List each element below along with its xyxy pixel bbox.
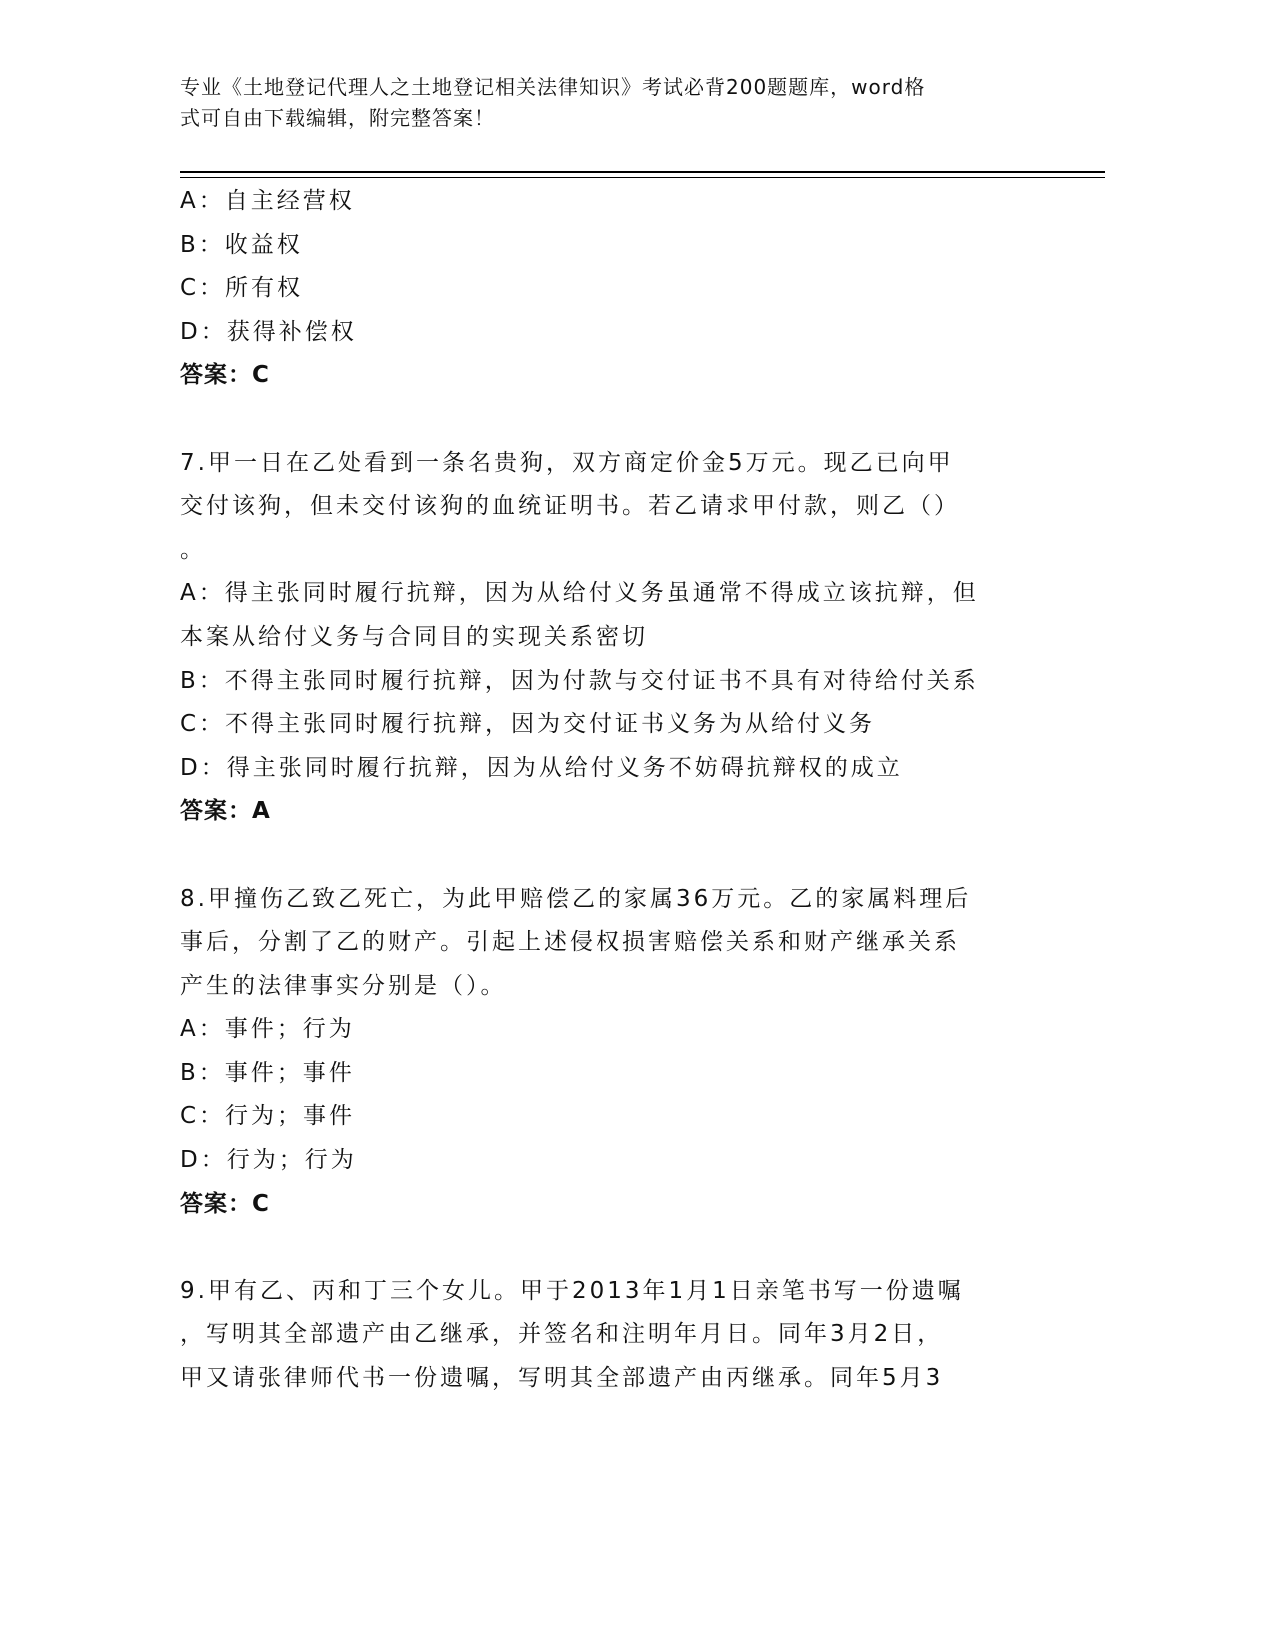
question-stem: 产生的法律事实分别是（）。 [180,972,507,999]
option-a: A：事件；行为 [180,1016,355,1043]
option-a: A：得主张同时履行抗辩，因为从给付义务虽通常不得成立该抗辩，但 [180,580,979,607]
question-9 [180,1270,1060,1401]
option-d: D：行为；行为 [180,1147,357,1174]
answer: 答案：C [180,362,270,389]
header-line-2: 式可自由下载编辑，附完整答案！ [180,106,495,130]
document-body [180,180,1060,1401]
option-b: B：收益权 [180,231,303,258]
question-stem: 7.甲一日在乙处看到一条名贵狗，双方商定价金5万元。现乙已向甲 [180,449,954,476]
option-a: A：自主经营权 [180,188,355,214]
answer: 答案：C [180,1190,270,1217]
header-divider-thick [180,171,1105,173]
document-header [180,72,1040,134]
question-8 [180,878,1060,1227]
question-stem: 9.甲有乙、丙和丁三个女儿。甲于2013年1月1日亲笔书写一份遗嘱 [180,1277,964,1304]
option-d: D：得主张同时履行抗辩，因为从给付义务不妨碍抗辩权的成立 [180,754,903,781]
option-c: C：行为；事件 [180,1103,356,1130]
question-stem: ，写明其全部遗产由乙继承，并签名和注明年月日。同年3月2日， [180,1321,944,1348]
answer: 答案：A [180,798,271,825]
question-6 [180,180,1060,398]
header-line-1: 专业《土地登记代理人之土地登记相关法律知识》考试必背200题题库，word格 [180,75,926,99]
question-7 [180,442,1060,834]
question-stem: 。 [180,536,206,563]
option-c: C：不得主张同时履行抗辩，因为交付证书义务为从给付义务 [180,711,876,738]
question-stem: 甲又请张律师代书一份遗嘱，写明其全部遗产由丙继承。同年5月3 [180,1365,944,1392]
option-b: B：事件；事件 [180,1059,355,1086]
question-stem: 交付该狗，但未交付该狗的血统证明书。若乙请求甲付款，则乙（） [180,493,960,520]
option-d: D：获得补偿权 [180,318,357,345]
option-a-continued: 本案从给付义务与合同目的实现关系密切 [180,623,648,650]
question-stem: 8.甲撞伤乙致乙死亡，为此甲赔偿乙的家属36万元。乙的家属料理后 [180,885,972,912]
option-c: C：所有权 [180,275,304,302]
question-stem: 事后，分割了乙的财产。引起上述侵权损害赔偿关系和财产继承关系 [180,929,960,956]
header-divider-thin [180,177,1105,178]
option-b: B：不得主张同时履行抗辩，因为付款与交付证书不具有对待给付关系 [180,667,979,694]
